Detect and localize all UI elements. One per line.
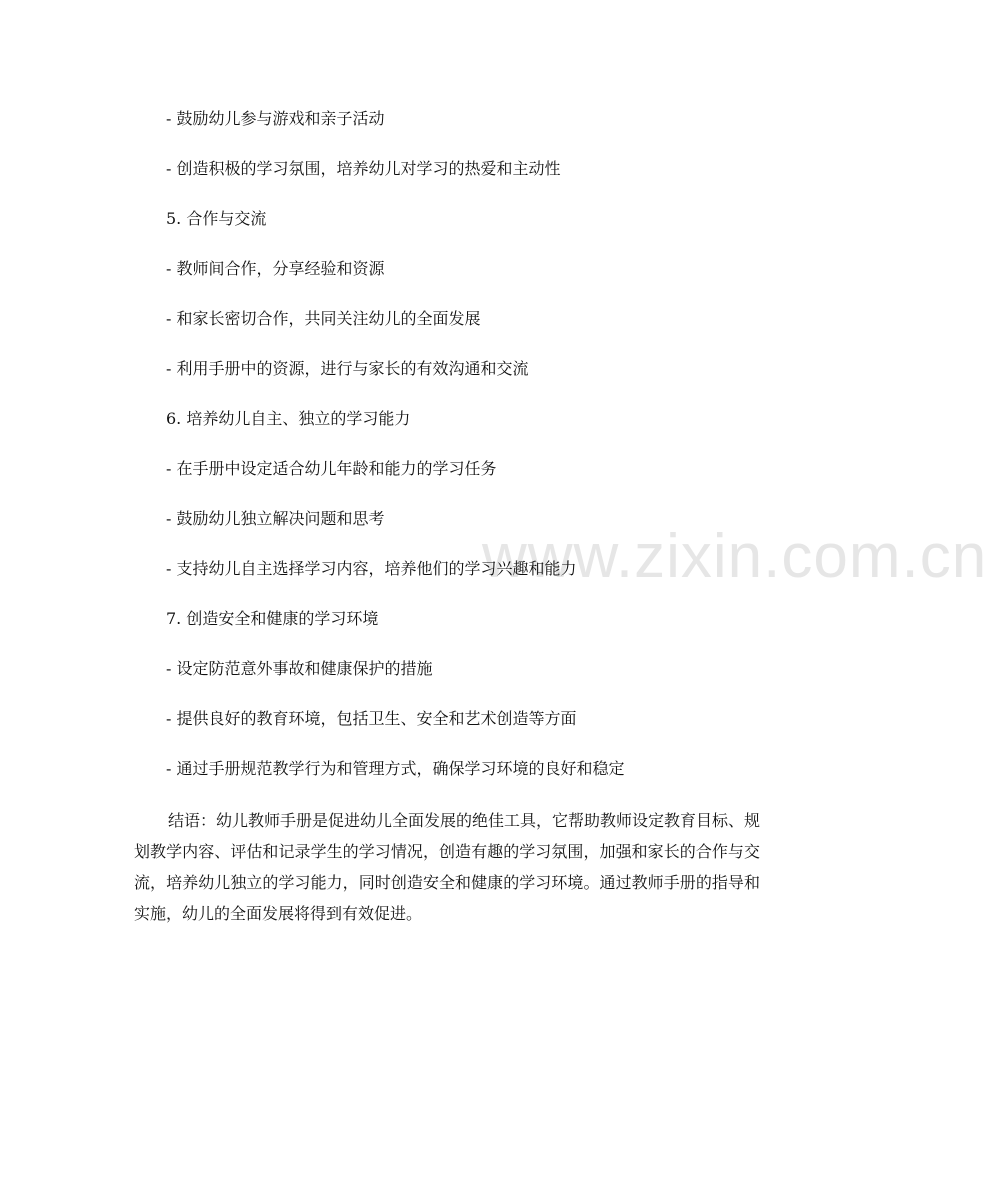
- section-heading: 6. 培养幼儿自主、独立的学习能力: [166, 409, 411, 428]
- list-item: - 鼓励幼儿独立解决问题和思考: [166, 509, 385, 528]
- conclusion-text: 结语：幼儿教师手册是促进幼儿全面发展的绝佳工具，它帮助教师设定教育目标、规划教学内容、评估和记录学生的学习情况，创造有趣的学习氛围，加强和家长的合作与交流，培养幼儿独立的学习能力，同时创造安全和健康的学习环境。通过教师手册的指导和实施，幼儿的全面发展将得到有效促进。: [134, 811, 761, 923]
- list-item: - 利用手册中的资源，进行与家长的有效沟通和交流: [166, 359, 529, 378]
- document-body: [166, 107, 758, 807]
- list-item: - 和家长密切合作，共同关注幼儿的全面发展: [166, 309, 481, 328]
- watermark: www.zixin.com.cn: [482, 522, 987, 591]
- list-item: - 创造积极的学习氛围，培养幼儿对学习的热爱和主动性: [166, 159, 561, 178]
- list-item: - 设定防范意外事故和健康保护的措施: [166, 659, 433, 678]
- list-item: - 支持幼儿自主选择学习内容，培养他们的学习兴趣和能力: [166, 559, 577, 578]
- list-item: - 在手册中设定适合幼儿年龄和能力的学习任务: [166, 459, 497, 478]
- conclusion-paragraph: [134, 805, 760, 929]
- list-item: - 教师间合作，分享经验和资源: [166, 259, 385, 278]
- section-heading: 7. 创造安全和健康的学习环境: [166, 609, 379, 628]
- list-item: - 通过手册规范教学行为和管理方式，确保学习环境的良好和稳定: [166, 759, 625, 778]
- section-heading: 5. 合作与交流: [166, 209, 267, 228]
- list-item: - 提供良好的教育环境，包括卫生、安全和艺术创造等方面: [166, 709, 577, 728]
- list-item: - 鼓励幼儿参与游戏和亲子活动: [166, 109, 385, 128]
